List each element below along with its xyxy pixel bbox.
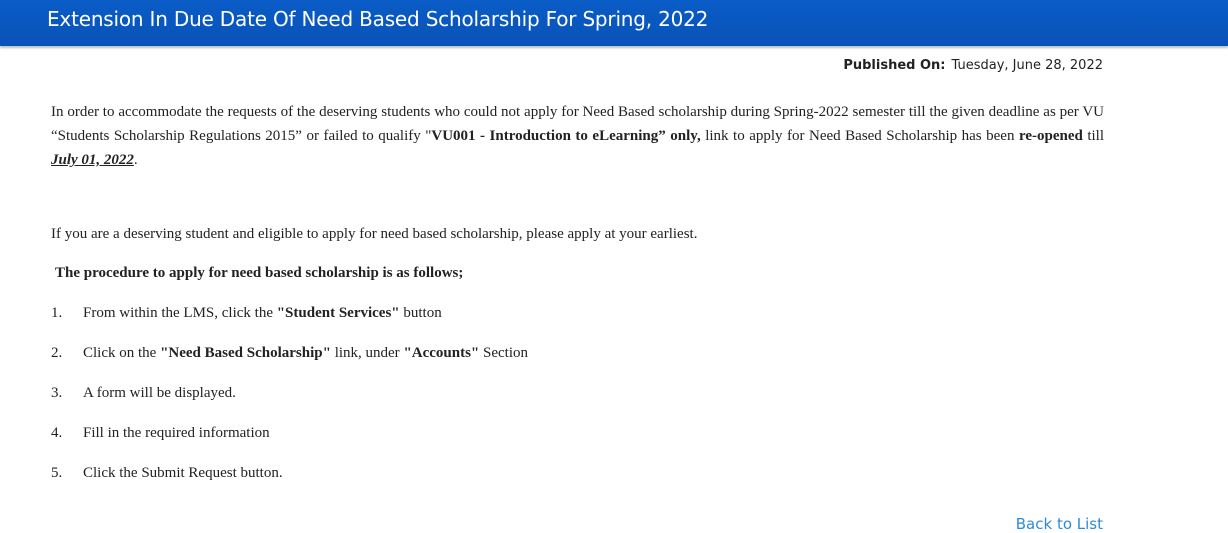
step-text: link, under (330, 345, 404, 361)
para1-text-1: In order to accommodate the requests of the deserving students who could not apply for Need Based scholarship during Spring-2022 semester till the given deadline as per VU “Students Scholarship Regulations 2015” or failed to qualify " (51, 104, 1104, 144)
para1-text-3: till (1082, 128, 1104, 144)
step-bold-text: "Accounts" (403, 345, 480, 361)
step-text: Section (479, 345, 529, 361)
step-text: A form will be displayed. (83, 385, 236, 401)
list-item (51, 341, 528, 381)
step-text: button (399, 305, 442, 321)
course-name: VU001 - Introduction to eLearning” only, (431, 128, 701, 144)
page-header (0, 0, 1228, 46)
list-item (51, 461, 528, 501)
para1-text-4: . (133, 152, 138, 168)
step-number: 1. (51, 305, 63, 321)
steps-list (51, 301, 528, 501)
list-item (51, 421, 528, 461)
published-label: Published On: (843, 58, 946, 73)
published-date: Tuesday, June 28, 2022 (951, 58, 1103, 73)
step-text: Click on the (83, 345, 161, 361)
published-info (843, 58, 1103, 73)
deadline-date: July 01, 2022 (51, 152, 134, 168)
list-item (51, 301, 528, 341)
procedure-heading: The procedure to apply for need based scholarship is as follows; (55, 265, 464, 281)
announcement-paragraph (51, 100, 1104, 172)
step-text: Fill in the required information (83, 425, 270, 441)
step-bold-text: "Student Services" (276, 305, 400, 321)
step-text: From within the LMS, click the (83, 305, 277, 321)
page-title: Extension In Due Date Of Need Based Scholarship For Spring, 2022 (47, 7, 709, 31)
step-text: Click the Submit Request button. (83, 465, 283, 481)
step-bold-text: "Need Based Scholarship" (160, 345, 331, 361)
step-number: 3. (51, 385, 63, 401)
list-item (51, 381, 528, 421)
eligibility-paragraph: If you are a deserving student and eligible to apply for need based scholarship, please apply at your earliest. (51, 226, 698, 242)
step-number: 5. (51, 465, 63, 481)
step-number: 2. (51, 345, 63, 361)
step-number: 4. (51, 425, 63, 441)
back-to-list-link[interactable]: Back to List (1015, 515, 1103, 533)
reopened-text: re-opened (1018, 128, 1083, 144)
para1-text-2: link to apply for Need Based Scholarship has been (700, 128, 1019, 144)
